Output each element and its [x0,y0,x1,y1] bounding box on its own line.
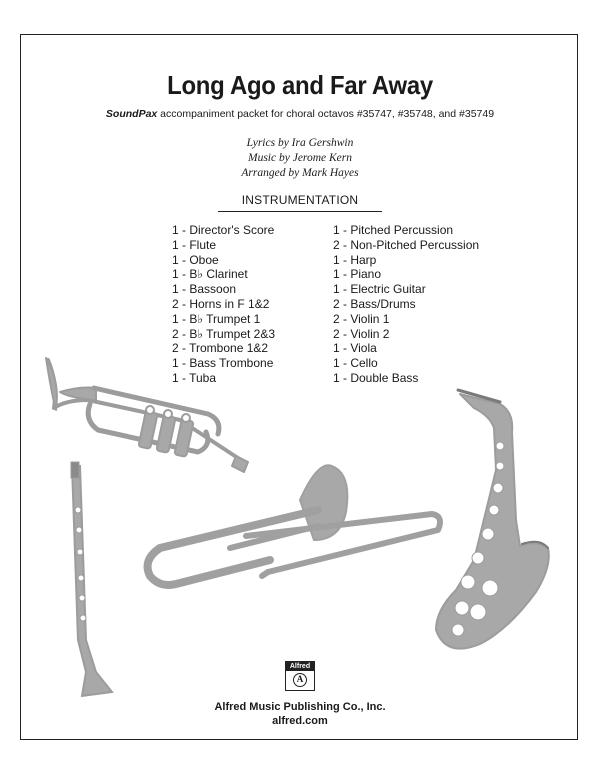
instrument-item: 1 - Bassoon [172,282,237,297]
lyrics-credit: Lyrics by Ira Gershwin [246,137,354,149]
instrument-item: 1 - Piano [333,267,382,282]
logo-emblem-icon: A [293,673,307,687]
instrument-item: 1 - Pitched Percussion [333,223,454,237]
instrument-item: 2 - Horns in F 1&2 [172,296,270,311]
instrument-item: 2 - B♭ Trumpet 2&3 [172,326,276,341]
instrument-item: 2 - Bass/Drums [333,296,416,311]
arranger-credit: Arranged by Mark Hayes [241,167,359,179]
instrumentation-heading: INSTRUMENTATION [218,193,382,212]
trumpet-illustration [46,358,248,472]
instrument-item: 1 - B♭ Trumpet 1 [172,311,261,326]
music-credit: Music by Jerome Kern [248,152,352,164]
instrument-item: 1 - B♭ Clarinet [172,267,248,282]
clarinet-illustration [71,462,112,696]
instrument-item: 2 - Non-Pitched Percussion [333,237,480,252]
instrument-item: 1 - Harp [333,252,377,267]
trombone-illustration [148,465,440,585]
instrument-item: 1 - Electric Guitar [333,282,426,297]
publisher-url[interactable]: alfred.com [272,715,328,727]
page-title: Long Ago and Far Away [167,70,433,100]
instrument-item: 1 - Director's Score [172,223,275,237]
instrument-item: 2 - Violin 2 [333,326,390,341]
instrument-item: 2 - Trombone 1&2 [172,341,269,356]
subtitle-text: accompaniment packet for choral octavos #35747, #35748, and #35749 [157,108,495,120]
instrument-item: 1 - Cello [333,356,378,371]
instrument-item: 1 - Double Bass [333,370,419,385]
publisher-block [0,700,600,728]
logo-brand-text: Alfred [286,662,314,671]
saxophone-illustration [436,390,549,649]
instrument-item: 1 - Oboe [172,252,219,267]
instrument-item: 1 - Bass Trombone [172,356,274,371]
publisher-name: Alfred Music Publishing Co., Inc. [214,701,386,713]
subtitle-brand: SoundPax [105,108,158,120]
instrument-item: 1 - Flute [172,237,217,252]
alfred-logo [285,661,315,691]
instrument-item: 1 - Tuba [172,370,217,385]
instrument-item: 1 - Viola [333,341,377,356]
instrument-item: 2 - Violin 1 [333,311,390,326]
